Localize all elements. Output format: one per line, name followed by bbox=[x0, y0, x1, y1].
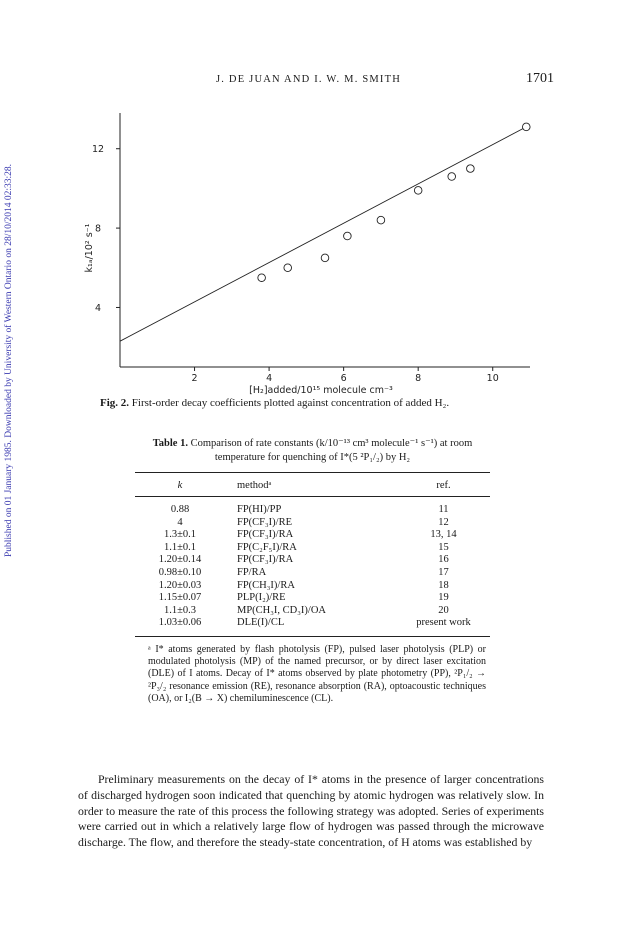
k-cell: 4 bbox=[177, 516, 183, 528]
data-point bbox=[321, 254, 329, 262]
table-row bbox=[135, 580, 490, 593]
table-row bbox=[135, 517, 490, 530]
ref-cell: 20 bbox=[438, 604, 449, 616]
table-row bbox=[135, 605, 490, 618]
method-cell: PLP(I₂)/RE bbox=[237, 592, 286, 604]
k-cell: 1.03±0.06 bbox=[135, 617, 225, 636]
ref-cell: 17 bbox=[438, 566, 449, 578]
rate-constants-table bbox=[135, 472, 490, 637]
download-watermark: Published on 01 January 1985. Downloaded by University of Western Ontario on 28/10/2014 02:33:28. bbox=[4, 163, 14, 557]
header-ref: ref. bbox=[397, 473, 490, 497]
figure-caption-text: First-order decay coefficients plotted against concentration of added H₂. bbox=[131, 397, 450, 409]
method-cell: FP(HI)/PP bbox=[237, 504, 282, 515]
data-point bbox=[414, 187, 422, 195]
ref-cell: 13, 14 bbox=[430, 529, 457, 541]
plot-axes bbox=[92, 113, 530, 384]
method-cell: MP(CH₃I, CD₃I)/OA bbox=[237, 604, 326, 616]
data-point bbox=[258, 274, 266, 282]
k-cell: 1.1±0.3 bbox=[163, 604, 196, 616]
table-row bbox=[135, 497, 490, 517]
table-caption bbox=[135, 437, 490, 465]
k-cell: 1.3±0.1 bbox=[163, 529, 196, 541]
k-cell: 0.88 bbox=[170, 504, 190, 515]
method-cell: FP(CF₃I)/RA bbox=[237, 529, 294, 541]
table-caption-text: Comparison of rate constants (k/10⁻¹³ cm³ molecule⁻¹ s⁻¹) at room temperature for quenching of I*(5 ²P₁/₂) by H₂ bbox=[190, 438, 473, 463]
fit-line-group bbox=[120, 127, 526, 341]
data-point bbox=[522, 123, 530, 131]
y-tick-label: 12 bbox=[91, 144, 105, 156]
x-tick-label: 6 bbox=[340, 373, 347, 384]
axis-labels bbox=[84, 223, 393, 395]
figure-caption bbox=[100, 397, 550, 409]
ref-cell: present work bbox=[397, 617, 490, 636]
x-tick-label: 2 bbox=[191, 373, 198, 384]
ref-cell: 16 bbox=[438, 554, 449, 566]
running-head: J. DE JUAN AND I. W. M. SMITH bbox=[216, 74, 402, 85]
ref-cell: 11 bbox=[438, 504, 449, 515]
ref-cell: 12 bbox=[438, 516, 449, 528]
data-point bbox=[467, 165, 475, 173]
x-axis-label: [H₂]added/10¹⁵ molecule cm⁻³ bbox=[249, 385, 393, 395]
header-k: k bbox=[135, 473, 225, 497]
data-point bbox=[377, 216, 385, 224]
table-row bbox=[135, 617, 490, 636]
page-number: 1701 bbox=[526, 71, 554, 86]
x-tick-label: 10 bbox=[486, 373, 499, 384]
y-tick-label: 4 bbox=[94, 302, 102, 314]
method-cell: FP(CF₃I)/RA bbox=[237, 554, 294, 566]
k-cell: 1.20±0.14 bbox=[158, 554, 202, 566]
method-cell: FP(CF₃I)/RE bbox=[237, 516, 293, 528]
x-tick-label: 8 bbox=[415, 373, 422, 384]
y-axis-label: k₁ₐ/10² s⁻¹ bbox=[84, 223, 95, 273]
table-header-row bbox=[135, 473, 490, 497]
table-row bbox=[135, 592, 490, 605]
table-row bbox=[135, 542, 490, 555]
body-text bbox=[78, 772, 544, 851]
table-row bbox=[135, 529, 490, 542]
method-cell: FP(CH₃I)/RA bbox=[237, 579, 295, 591]
body-paragraph: Preliminary measurements on the decay of I* atoms in the presence of larger concentrations of discharged hydrogen soon indicated that quenching by atomic hydrogen was relatively slow. In order to measure the rate of this process the following strategy was adopted. Series of experiments were carried out in which a relatively large flow of hydrogen was passed through the microwave discharge. The flow, and therefore the steady-state concentration, of H atoms was established by bbox=[78, 772, 544, 850]
method-cell: FP/RA bbox=[237, 566, 267, 578]
method-cell: DLE(I)/CL bbox=[225, 617, 397, 636]
ref-cell: 19 bbox=[438, 592, 449, 604]
table-row bbox=[135, 567, 490, 580]
method-cell: FP(C₂F₅I)/RA bbox=[237, 541, 297, 553]
ref-cell: 18 bbox=[438, 579, 449, 591]
decay-coefficient-plot bbox=[80, 95, 550, 395]
table-row bbox=[135, 554, 490, 567]
fit-line bbox=[120, 127, 526, 341]
ref-cell: 15 bbox=[438, 541, 449, 553]
data-point bbox=[284, 264, 292, 272]
k-cell: 1.15±0.07 bbox=[158, 592, 202, 604]
k-cell: 1.1±0.1 bbox=[163, 541, 196, 553]
table-caption-label: Table 1. bbox=[152, 438, 188, 449]
data-point bbox=[344, 232, 352, 240]
data-point bbox=[448, 173, 456, 181]
figure-caption-label: Fig. 2. bbox=[100, 397, 130, 409]
header-method: methodᵃ bbox=[225, 473, 397, 497]
y-tick-label: 8 bbox=[94, 223, 102, 235]
x-tick-label: 4 bbox=[266, 373, 273, 384]
k-cell: 0.98±0.10 bbox=[158, 566, 202, 578]
k-cell: 1.20±0.03 bbox=[158, 579, 202, 591]
table-footnote: ᵃ I* atoms generated by flash photolysis (FP), pulsed laser photolysis (PLP) or modulated photolysis (MP) of the named precursor, or by direct laser excitation (DLE) of I atoms. Decay of I* atoms observed by plate photometry (PP), ²P₁/₂ → ²P₃/₂ resonance emission (RE), resonance absorption (RA), optoacoustic techniques (OA), or I₂(B → X) chemiluminescence (CL). bbox=[148, 644, 486, 704]
